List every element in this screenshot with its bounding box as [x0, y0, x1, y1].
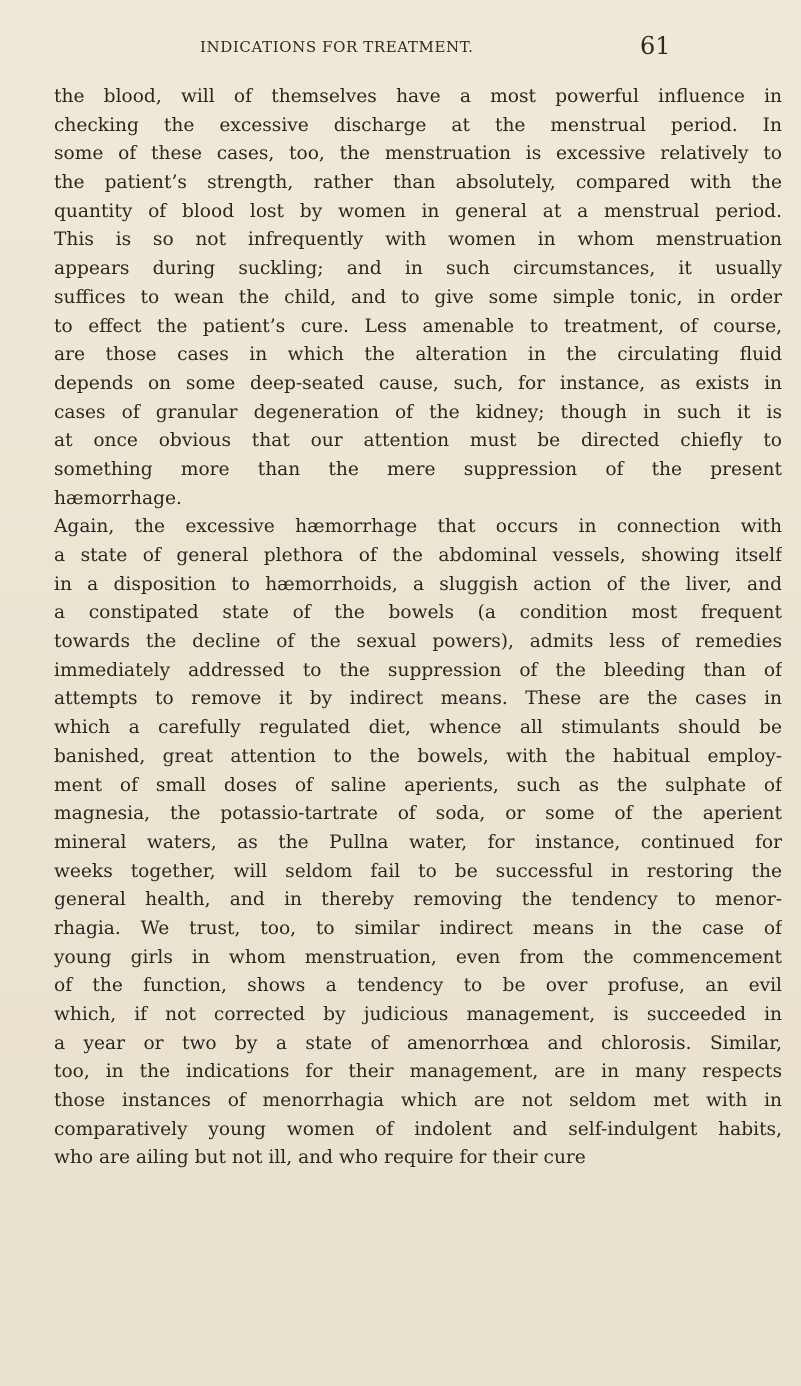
body-text [54, 83, 782, 1173]
text-line: of the function, shows a tendency to be over profuse, an evil [54, 975, 782, 997]
text-line: comparatively young women of indolent and self-indulgent habits, [54, 1118, 782, 1140]
text-line: appears during suckling; and in such circumstances, it usually [54, 258, 782, 280]
text-line: those instances of menorrhagia which are not seldom met with in [54, 1090, 782, 1112]
text-line: the patient’s strength, rather than absolutely, compared with the [54, 172, 782, 194]
text-line: a year or two by a state of amenorrhœa and chlorosis. Similar, [54, 1032, 782, 1054]
text-line: the blood, will of themselves have a most powerful influence in [54, 86, 782, 107]
running-head [0, 32, 801, 62]
text-line: to effect the patient’s cure. Less amenable to treatment, of course, [54, 315, 782, 337]
running-title: INDICATIONS FOR TREATMENT. [200, 38, 474, 56]
paragraph-end-line: hæmorrhage. [54, 487, 182, 509]
text-line: quantity of blood lost by women in general at a menstrual period. [54, 200, 782, 222]
text-line: banished, great attention to the bowels, with the habitual employ- [54, 745, 782, 767]
text-line: depends on some deep-seated cause, such, for instance, as exists in [54, 372, 782, 394]
text-line: cases of granular degeneration of the kidney; though in such it is [54, 401, 782, 423]
text-line: weeks together, will seldom fail to be successful in restoring the [54, 860, 782, 882]
page-number: 61 [640, 32, 671, 60]
text-line: who are ailing but not ill, and who require for their cure [54, 1147, 586, 1169]
text-line: towards the decline of the sexual powers), admits less of remedies [54, 631, 782, 653]
text-line: This is so not infrequently with women in whom menstruation [54, 229, 782, 251]
text-line: young girls in whom menstruation, even from the commencement [54, 946, 782, 968]
text-line: some of these cases, too, the menstruation is excessive relatively to [54, 143, 782, 165]
text-line: a state of general plethora of the abdominal vessels, showing itself [54, 545, 782, 566]
text-line: checking the excessive discharge at the menstrual period. In [54, 114, 782, 136]
text-line: ment of small doses of saline aperients, such as the sulphate of [54, 774, 782, 796]
text-line: mineral waters, as the Pullna water, for instance, continued for [54, 831, 782, 853]
text-line: something more than the mere suppression of the present [54, 458, 782, 480]
text-line: at once obvious that our attention must be directed chiefly to [54, 430, 782, 452]
text-line: attempts to remove it by indirect means. These are the cases in [54, 688, 782, 710]
text-line: immediately addressed to the suppression of the bleeding than of [54, 659, 782, 681]
text-line: are those cases in which the alteration in the circulating fluid [54, 344, 782, 366]
text-line: magnesia, the potassio-tartrate of soda, or some of the aperient [54, 803, 782, 825]
text-line: rhagia. We trust, too, to similar indirect means in the case of [54, 917, 782, 939]
paragraph-start-line: Again, the excessive hæmorrhage that occurs in connection with [54, 516, 782, 538]
text-line: in a disposition to hæmorrhoids, a sluggish action of the liver, and [54, 573, 782, 595]
text-line: general health, and in thereby removing the tendency to menor- [54, 889, 782, 911]
text-line: which, if not corrected by judicious management, is succeeded in [54, 1004, 782, 1025]
text-line: a constipated state of the bowels (a condition most frequent [54, 602, 782, 624]
text-line: which a carefully regulated diet, whence all stimulants should be [54, 717, 782, 739]
text-line: too, in the indications for their management, are in many respects [54, 1061, 782, 1083]
text-line: suffices to wean the child, and to give some simple tonic, in order [54, 286, 782, 308]
